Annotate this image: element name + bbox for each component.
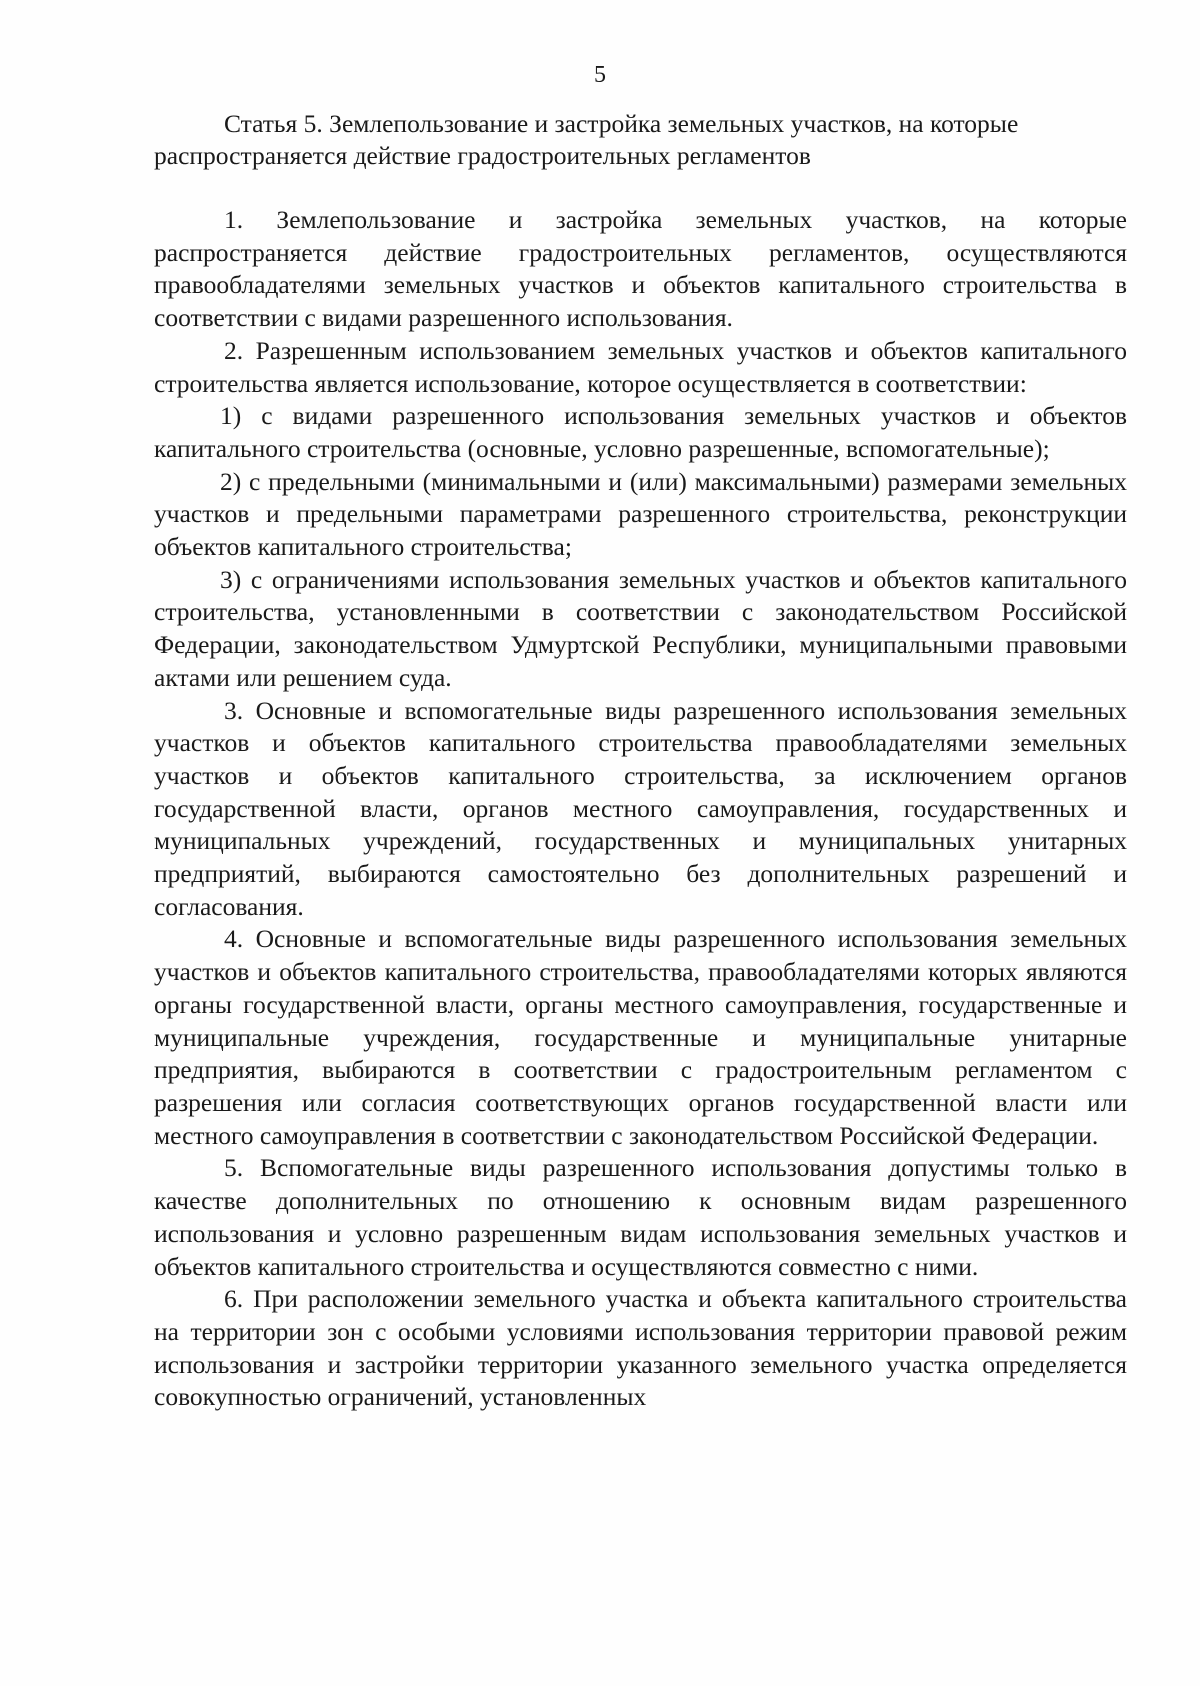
paragraph-6: 6. При расположении земельного участка и объекта капитального строительства на территории зон с особыми условиями использования территории правовой режим использования и застройки территории указанного земельного участка определяется совокупностью ограничений, установленных xyxy=(154,1284,1127,1412)
subitem-1: 1) с видами разрешенного использования земельных участков и объектов капитального строительства (основные, условно разрешенные, вспомогательные); xyxy=(154,401,1127,463)
subitem-3: 3) с ограничениями использования земельных участков и объектов капитального строительства, установленными в соответствии с законодательством Российской Федерации, законодательством Удмуртской Республики, муниципальными правовыми актами или решением суда. xyxy=(154,564,1127,692)
paragraph-5: 5. Вспомогательные виды разрешенного использования допустимы только в качестве дополнительных по отношению к основным видам разрешенного использования и условно разрешенным видам использования земельных участков и объектов капитального строительства и осуществляются совместно с ними. xyxy=(154,1153,1127,1281)
article-title: Статья 5. Землепользование и застройка земельных участков, на которые распространяется действие градостроительных регламентов xyxy=(154,109,1019,170)
subitem-2: 2) с предельными (минимальными и (или) максимальными) размерами земельных участков и предельными параметрами разрешенного строительства, реконструкции объектов капитального строительства; xyxy=(154,466,1127,562)
document-body xyxy=(154,108,1127,1414)
paragraph-3: 3. Основные и вспомогательные виды разрешенного использования земельных участков и объектов капитального строительства правообладателями земельных участков и объектов капитального строительства, за исключением органов государственной власти, органов местного самоуправления, государственных и муниципальных учреждений, государственных и муниципальных унитарных предприятий, выбираются самостоятельно без дополнительных разрешений и согласования. xyxy=(154,695,1127,921)
paragraph-4: 4. Основные и вспомогательные виды разрешенного использования земельных участков и объектов капитального строительства, правообладателями которых являются органы государственной власти, органы местного самоуправления, государственные и муниципальные учреждения, государственные и муниципальные унитарные предприятия, выбираются в соответствии с градостроительным регламентом с разрешения или согласия соответствующих органов государственной власти или местного самоуправления в соответствии с законодательством Российской Федерации. xyxy=(154,924,1127,1150)
paragraph-1: 1. Землепользование и застройка земельных участков, на которые распространяется действие градостроительных регламентов, осуществляются правообладателями земельных участков и объектов капитального строительства в соответствии с видами разрешенного использования. xyxy=(154,205,1127,333)
page-number: 5 xyxy=(594,62,606,88)
paragraph-2: 2. Разрешенным использованием земельных участков и объектов капитального строительства является использование, которое осуществляется в соответствии: xyxy=(154,335,1127,398)
